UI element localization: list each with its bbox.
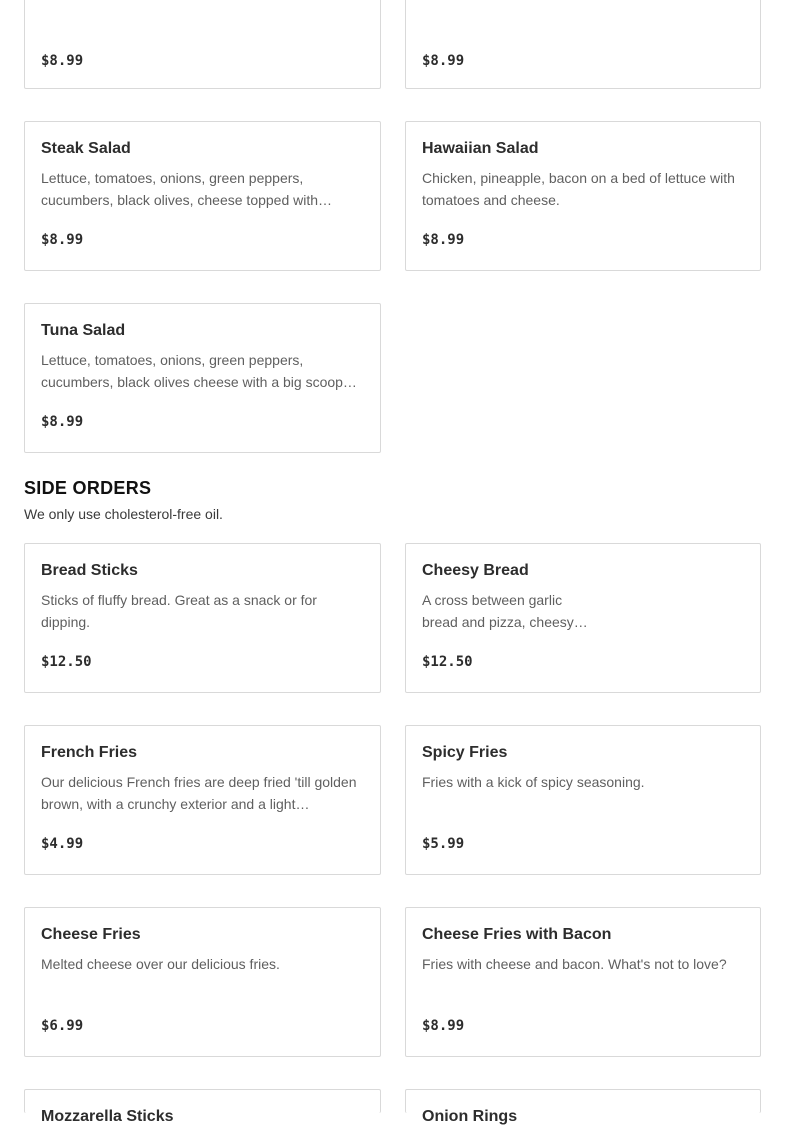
menu-item-card[interactable] [405, 0, 761, 89]
menu-item-name: Cheese Fries [41, 926, 141, 943]
menu-item-card[interactable] [24, 725, 381, 875]
menu-item-description: Sticks of fluffy bread. Great as a snack or for dipping. [41, 592, 317, 630]
menu-item-card[interactable] [405, 725, 761, 875]
menu-item-description: Melted cheese over our delicious fries. [41, 956, 280, 972]
menu-item-card[interactable] [24, 121, 381, 271]
menu-item-price: $8.99 [41, 414, 84, 430]
menu-item-description: Fries with cheese and bacon. What's not to love? [422, 956, 727, 972]
menu-item-price: $8.99 [41, 53, 84, 69]
menu-item-card[interactable] [24, 303, 381, 453]
menu-item-name: Onion Rings [422, 1108, 518, 1125]
menu-item-name: Bread Sticks [41, 562, 138, 579]
menu-item-name: Tuna Salad [41, 322, 126, 339]
menu-item-description: Fries with a kick of spicy seasoning. [422, 774, 645, 790]
menu-item-price: $12.50 [41, 654, 92, 670]
menu-item-description: Lettuce, tomatoes, onions, green peppers, cucumbers, black olives cheese with a big scoop… [41, 352, 357, 390]
menu-item-card[interactable] [405, 543, 761, 693]
menu-item-card[interactable] [405, 121, 761, 271]
menu-item-card[interactable] [405, 907, 761, 1057]
menu-item-description: A cross between garlic bread and pizza, cheesy… [422, 592, 588, 630]
menu-item-price: $8.99 [422, 1018, 465, 1034]
menu-item-price: $5.99 [422, 836, 465, 852]
menu-item-name: Mozzarella Sticks [41, 1108, 174, 1125]
section-title: SIDE ORDERS [24, 478, 152, 498]
menu-item-card[interactable] [405, 1089, 761, 1125]
menu-item-name: French Fries [41, 744, 138, 761]
menu-item-price: $6.99 [41, 1018, 84, 1034]
menu-item-price: $12.50 [422, 654, 473, 670]
menu-item-card[interactable] [24, 907, 381, 1057]
menu-item-name: Hawaiian Salad [422, 140, 539, 157]
menu-item-card[interactable] [24, 1089, 381, 1125]
menu-item-card[interactable] [24, 0, 381, 89]
menu-item-price: $8.99 [422, 53, 465, 69]
menu-item-description: Our delicious French fries are deep fried 'till golden brown, with a crunchy exterior and a light… [41, 774, 357, 812]
menu-item-name: Cheese Fries with Bacon [422, 926, 612, 943]
menu-item-name: Steak Salad [41, 140, 131, 157]
menu-item-description: Lettuce, tomatoes, onions, green peppers, cucumbers, black olives, cheese topped with… [41, 170, 333, 208]
section-note: We only use cholesterol-free oil. [24, 506, 223, 522]
menu-item-card[interactable] [24, 543, 381, 693]
menu-item-name: Cheesy Bread [422, 562, 529, 579]
menu-item-price: $8.99 [41, 232, 84, 248]
menu-item-name: Spicy Fries [422, 744, 508, 761]
menu-item-price: $8.99 [422, 232, 465, 248]
menu-item-description: Chicken, pineapple, bacon on a bed of lettuce with tomatoes and cheese. [422, 170, 735, 208]
menu-item-price: $4.99 [41, 836, 84, 852]
